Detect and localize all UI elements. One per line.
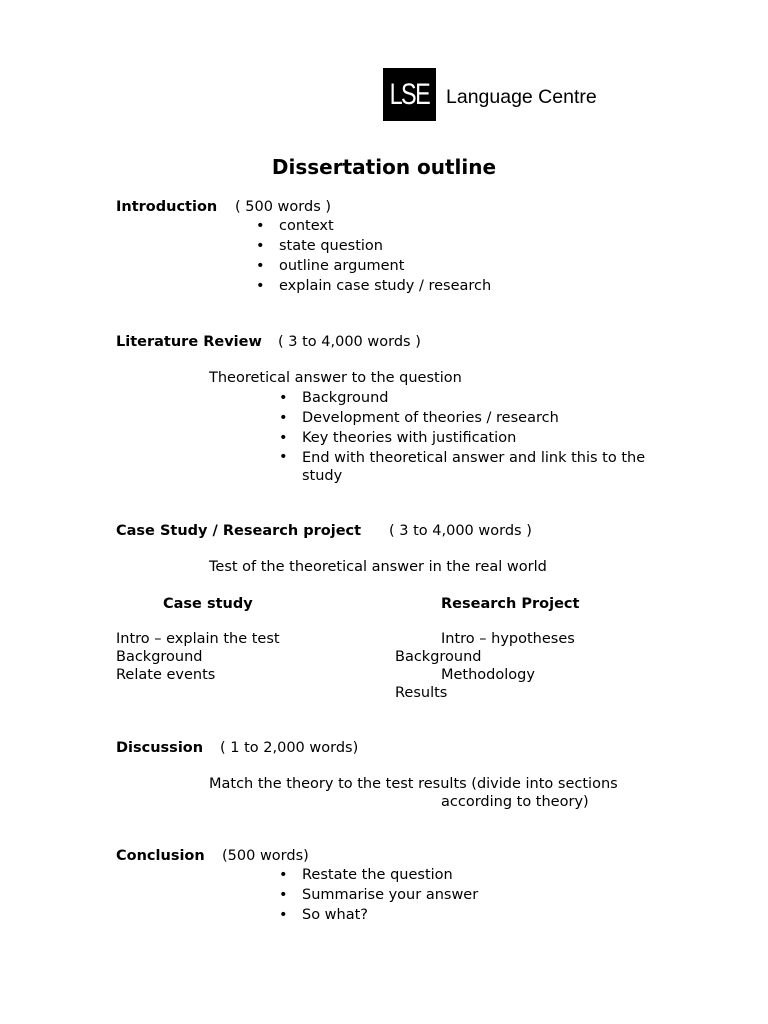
lse-logo [383,68,436,121]
case-study-subtitle: Test of the theoretical answer in the real world [209,559,547,575]
discussion-text-line-2: according to theory) [441,794,589,810]
list-item: • explain case study / research [256,276,491,296]
case-study-item: Background [116,649,203,665]
lse-logo-text: LSE [389,77,430,111]
discussion-text-line-1: Match the theory to the test results (divide into sections [209,776,618,792]
case-study-item: Intro – explain the test [116,631,280,647]
list-item: • Background [279,388,659,408]
list-item: • state question [256,236,491,256]
list-item: • outline argument [256,256,491,276]
language-centre-label: Language Centre [446,86,597,108]
case-study-heading: Case Study / Research project [116,523,362,539]
research-project-item: Background [395,649,482,665]
list-item: • Restate the question [279,865,478,885]
introduction-list [256,216,491,296]
list-item: • Summarise your answer [279,885,478,905]
list-item: • End with theoretical answer and link this to the study [279,448,659,485]
literature-review-subtitle: Theoretical answer to the question [209,370,462,386]
literature-review-heading: Literature Review [116,334,262,350]
introduction-word-count: ( 500 words ) [235,199,332,215]
discussion-word-count: ( 1 to 2,000 words) [220,740,359,756]
list-item: • context [256,216,491,236]
discussion-heading: Discussion [116,740,204,756]
list-item: • Key theories with justification [279,428,659,448]
case-study-column-heading: Case study [163,596,253,612]
case-study-item: Relate events [116,667,216,683]
case-study-word-count: ( 3 to 4,000 words ) [389,523,532,539]
list-item: • So what? [279,905,478,925]
conclusion-list [279,865,478,925]
research-project-item: Results [395,685,448,701]
research-project-item: Methodology [441,667,535,683]
research-project-column-heading: Research Project [441,596,580,612]
research-project-item: Intro – hypotheses [441,631,575,647]
conclusion-heading: Conclusion [116,848,205,864]
introduction-heading: Introduction [116,199,218,215]
literature-review-word-count: ( 3 to 4,000 words ) [278,334,421,350]
page-title: Dissertation outline [271,155,497,179]
conclusion-word-count: (500 words) [222,848,309,864]
literature-review-list [279,388,659,485]
list-item: • Development of theories / research [279,408,659,428]
